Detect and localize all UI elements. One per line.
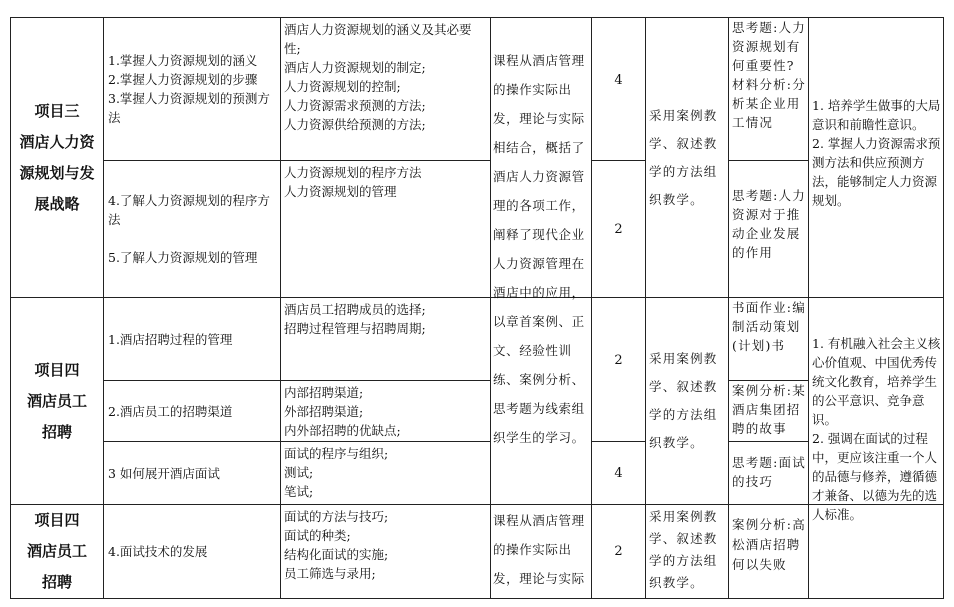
content-text: 人力资源规划的程序方法 人力资源规划的管理 bbox=[284, 165, 422, 199]
hours-value: 4 bbox=[614, 465, 623, 481]
goal-text: 1. 有机融入社会主义核心价值观、中国优秀传统文化教育，培养学生的公平意识、竞争意识。 2. 强调在面试的过程中，更应该注重一个人的品德与修养，遵循德才兼备、以德为先的选人标准。 bbox=[812, 336, 941, 522]
goal-cell bbox=[809, 334, 943, 554]
insight-cell bbox=[729, 18, 808, 160]
hours-cell bbox=[592, 161, 645, 297]
insight-cell bbox=[729, 186, 808, 296]
hours-cell bbox=[592, 298, 645, 423]
objective-text: 2.酒店员工的招聘渠道 bbox=[108, 403, 233, 419]
insight-cell bbox=[729, 298, 808, 380]
requirement-text: 课程从酒店管理的操作实际出发，理论与实际 bbox=[493, 513, 585, 586]
objective-cell bbox=[104, 505, 280, 598]
hours-cell bbox=[592, 18, 645, 142]
hours-value: 2 bbox=[614, 221, 623, 237]
insight-text: 思考题:面试的技巧 bbox=[732, 455, 806, 489]
content-cell bbox=[281, 161, 490, 297]
method-text: 采用案例教学、叙述教学的方法组织教学。 bbox=[649, 351, 718, 450]
content-text: 面试的程序与组织; 测试; 笔试; bbox=[284, 446, 389, 499]
table-rule bbox=[10, 598, 943, 599]
goal-text: 1. 培养学生做事的大局意识和前瞻性意识。 2. 掌握人力资源需求预测方法和供应预测方法，能够制定人力资源规划。 bbox=[812, 98, 941, 208]
insight-text: 案例分析:高松酒店招聘何以失败 bbox=[732, 517, 806, 572]
insight-text: 思考题:人力资源规划有何重要性? 材料分析:分析某企业用工情况 bbox=[732, 20, 806, 130]
insight-cell bbox=[729, 453, 808, 503]
content-text: 酒店员工招聘成员的选择; 招聘过程管理与招聘周期; bbox=[284, 302, 426, 336]
table-rule bbox=[728, 441, 808, 442]
content-cell bbox=[281, 505, 490, 598]
objective-text: 3 如何展开酒店面试 bbox=[108, 465, 220, 481]
objective-text: 1.掌握人力资源规划的涵义 2.掌握人力资源规划的步骤 3.掌握人力资源规划的预测方法 bbox=[108, 53, 270, 125]
content-cell bbox=[281, 381, 490, 441]
objective-text: 4.了解人力资源规划的程序方法 5.了解人力资源规划的管理 bbox=[108, 193, 270, 265]
hours-cell bbox=[592, 442, 645, 504]
insight-text: 思考题:人力资源对于推动企业发展的作用 bbox=[732, 188, 806, 260]
hours-value: 2 bbox=[614, 353, 623, 368]
content-text: 内部招聘渠道; 外部招聘渠道; 内外部招聘的优缺点; bbox=[284, 385, 401, 438]
content-cell bbox=[281, 18, 490, 160]
method-text: 采用案例教学、叙述教学的方法组织教学。 bbox=[649, 107, 718, 207]
objective-cell bbox=[104, 18, 280, 160]
method-cell bbox=[646, 298, 728, 504]
project-cell bbox=[11, 505, 103, 598]
requirement-text: 课程从酒店管理的操作实际出发，理论与实际相结合，概括了酒店人力资源管理的各项工作，阐释了现代企业人力资源管理在酒店中的应用，以章首案例、正文、经验性训练、案例分析、思考题为线索组织学生的学习。 bbox=[493, 53, 585, 445]
method-text: 采用案例教学、叙述教学的方法组织教学。 bbox=[649, 509, 718, 590]
insight-cell bbox=[729, 381, 808, 441]
hours-cell bbox=[592, 505, 645, 598]
project-cell bbox=[11, 298, 103, 504]
method-cell bbox=[646, 506, 728, 598]
table-rule bbox=[943, 17, 944, 599]
requirement-cell bbox=[491, 506, 591, 598]
content-text: 酒店人力资源规划的涵义及其必要性; 酒店人力资源规划的制定; 人力资源规划的控制; 人力资源需求预测的方法; 人力资源供给预测的方法; bbox=[284, 22, 472, 132]
hours-value: 2 bbox=[614, 544, 623, 559]
project-title: 项目四 酒店员工 招聘 bbox=[26, 360, 87, 441]
content-text: 面试的方法与技巧; 面试的种类; 结构化面试的实施; 员工筛选与录用; bbox=[284, 509, 389, 581]
objective-cell bbox=[104, 298, 280, 380]
method-cell bbox=[646, 18, 728, 297]
goal-cell bbox=[809, 96, 943, 296]
table-rule bbox=[728, 160, 808, 161]
content-cell bbox=[281, 298, 490, 380]
objective-cell bbox=[104, 442, 280, 504]
project-cell bbox=[11, 18, 103, 297]
insight-cell bbox=[729, 515, 808, 598]
objective-text: 4.面试技术的发展 bbox=[108, 544, 208, 559]
insight-text: 书面作业:编制活动策划(计划)书 bbox=[732, 300, 806, 353]
requirement-cell bbox=[491, 46, 591, 476]
insight-text: 案例分析:某酒店集团招聘的故事 bbox=[732, 383, 806, 436]
project-title: 项目四 酒店员工 招聘 bbox=[26, 511, 87, 591]
content-cell bbox=[281, 442, 490, 504]
hours-value: 4 bbox=[614, 72, 623, 88]
objective-cell bbox=[104, 161, 280, 297]
objective-text: 1.酒店招聘过程的管理 bbox=[108, 331, 233, 347]
project-title: 项目三 酒店人力资 源规划与发 展战略 bbox=[19, 101, 95, 213]
objective-cell bbox=[104, 381, 280, 441]
